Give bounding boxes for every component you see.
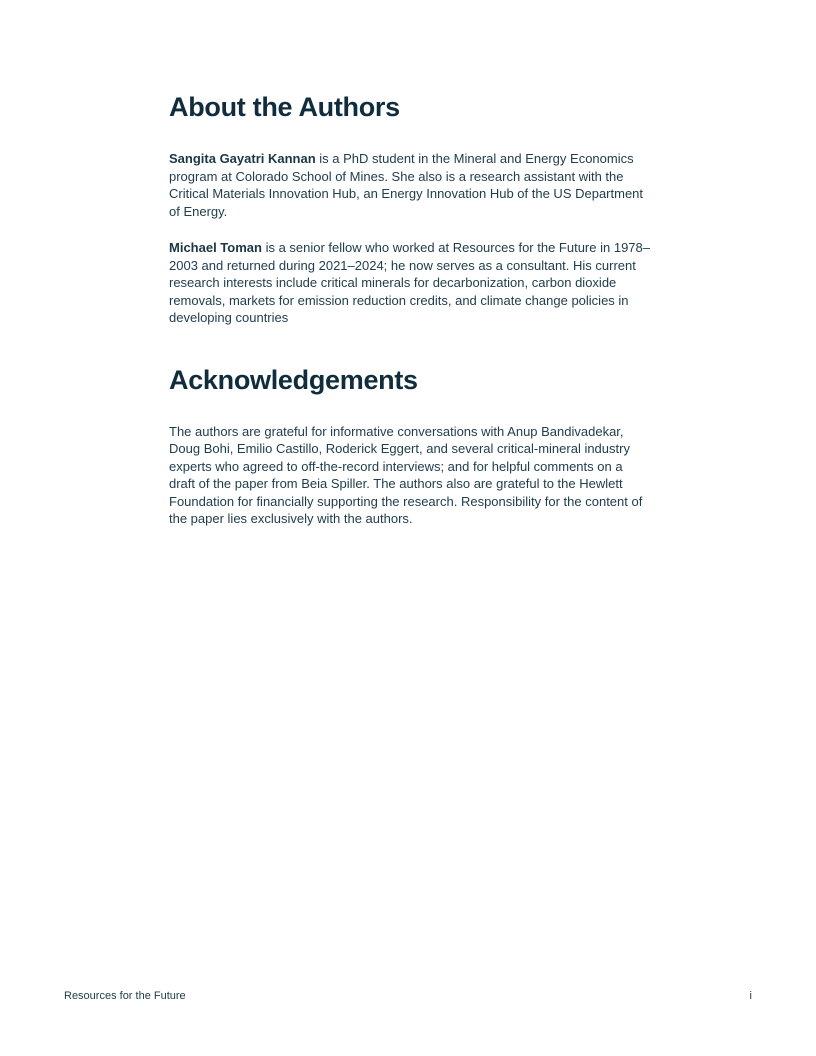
author-name: Sangita Gayatri Kannan bbox=[169, 151, 316, 166]
author-bio-paragraph bbox=[169, 150, 651, 220]
author-name: Michael Toman bbox=[169, 240, 262, 255]
page-content bbox=[169, 90, 651, 547]
author-bio-text: is a senior fellow who worked at Resources for the Future in 1978–2003 and returned during 2021–2024; he now serves as a consultant. His current research interests include critical minerals for decarbonization, carbon dioxide removals, markets for emission reduction credits, and climate change policies in developing countries bbox=[169, 240, 650, 325]
section-heading-about-authors: About the Authors bbox=[169, 92, 400, 122]
page-footer bbox=[64, 990, 752, 1002]
section-about-authors bbox=[169, 90, 651, 327]
section-heading-acknowledgements: Acknowledgements bbox=[169, 364, 418, 395]
section-acknowledgements bbox=[169, 363, 651, 528]
author-bio-text: is a PhD student in the Mineral and Energy Economics program at Colorado School of Mines. She also is a research assistant with the Critical Materials Innovation Hub, an Energy Innovation Hub of the US Department of Energy. bbox=[169, 151, 644, 219]
acknowledgements-paragraph bbox=[169, 423, 651, 528]
author-bio-paragraph bbox=[169, 239, 651, 327]
acknowledgements-text: The authors are grateful for informative conversations with Anup Bandivadekar, Doug Bohi, Emilio Castillo, Roderick Eggert, and several critical-mineral industry experts who agreed to off-the-record interviews; and for helpful comments on a draft of the paper from Beia Spiller. The authors also are grateful to the Hewlett Foundation for financially supporting the research. Responsibility for the content of the paper lies exclusively with the authors. bbox=[169, 423, 643, 526]
footer-page-number: i bbox=[749, 990, 752, 1002]
footer-org-name: Resources for the Future bbox=[64, 990, 186, 1002]
